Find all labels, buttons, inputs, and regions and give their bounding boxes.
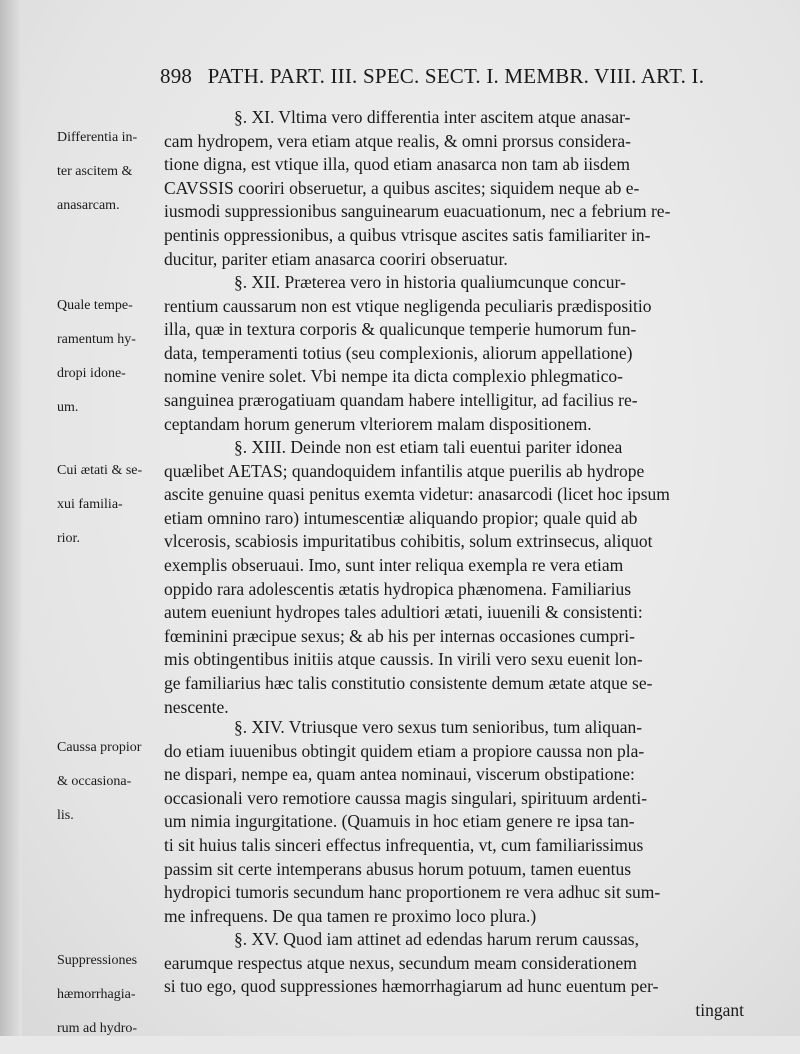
margin-note-differentia [57,112,159,231]
catchword: tingant [695,999,744,1020]
text-line: me infrequens. De qua tamen re proximo loco plura.) [164,905,537,926]
page-number: 898 [160,64,193,88]
margin-note-suppressiones [57,935,159,1054]
text-line: data, temperamenti totius (seu complexionis, aliorum appellatione) [164,342,633,363]
text-line: hydropici tumoris secundum hanc proportionem re vera adhuc sit sum- [164,882,661,903]
section-xiii [164,436,764,719]
margin-note-line: Quale tempe- [57,298,133,313]
text-line: ti sit huius talis sinceri effectus infrequentia, vt, cum familiarissimus [164,834,644,855]
text-line: pentinis oppressionibus, a quibus vtrisque ascites satis familiariter in- [164,224,651,245]
text-line: rentium caussarum non est vtique negligenda peculiaris prædispositio [164,295,652,316]
text-line: §. XIII. Deinde non est etiam tali euentui pariter idonea [234,437,623,457]
text-line: do etiam iuuenibus obtingit quidem etiam a propiore caussa non pla- [164,740,645,761]
margin-note-aetas [57,445,159,564]
text-line: occasionali vero remotiore caussa magis singulari, spirituum ardenti- [164,787,648,808]
section-xiv [164,716,764,928]
text-line: passim sit certe intemperans abusus horum potuum, tamen euentus [164,858,632,879]
text-line: illa, quæ in textura corporis & qualicunque temperie humorum fun- [164,319,637,340]
text-line: vlcerosis, scabiosis impuritatibus cohibitis, solum extrinsecus, aliquot [164,531,653,552]
text-line: ceptandam horum generum vlteriorem malam dispositionem. [164,413,592,434]
margin-note-line: anasarcam. [57,198,120,213]
margin-note-line: Cui ætati & se- [57,463,143,478]
margin-note-line: hæmorrhagia- [57,987,136,1002]
margin-note-line: dropi idone- [57,366,126,381]
text-line: CAVSSIS cooriri obseruetur, a quibus ascites; siquidem neque ab e- [164,177,640,198]
text-line: §. XI. Vltima vero differentia inter ascitem atque anasar- [234,107,631,127]
text-line: nescente. [164,696,229,717]
margin-note-line: rior. [57,531,80,546]
text-line: §. XII. Præterea vero in historia qualiumcunque concur- [234,272,626,292]
text-line: nomine venire solet. Vbi nempe ita dicta complexio phlegmatico- [164,366,623,387]
margin-note-line: xui familia- [57,497,123,512]
text-line: iusmodi suppressionibus sanguinearum euacuationum, nec a febrium re- [164,201,671,222]
text-line: ascite genuine quasi penitus exemta videtur: anasarcodi (licet hoc ipsum [164,484,670,505]
margin-note-line: lis. [57,808,74,823]
margin-note-line: Differentia in- [57,130,138,145]
margin-note-line: um. [57,400,79,415]
text-line: tione digna, est vtique illa, quod etiam anasarca non tam ab iisdem [164,154,631,175]
margin-note-line: Suppressiones [57,953,138,968]
text-line: autem eueniunt hydropes tales adultiori ætati, iuuenili & consistenti: [164,602,643,623]
text-line: oppido rara adolescentis ætatis hydropica phænomena. Familiarius [164,578,632,599]
text-line: sanguinea prærogatiuam quandam habere intelligitur, ad facilius re- [164,389,638,410]
section-xv [164,928,764,1022]
text-line: cam hydropem, vera etiam atque realis, & omni prorsus considera- [164,130,631,151]
margin-note-line: ter ascitem & [57,164,133,179]
text-line: ge familiarius hæc talis constitutio consistente demum ætate atque se- [164,672,653,693]
text-line: exemplis obseruaui. Imo, sunt inter reliqua exempla re vera etiam [164,554,624,575]
text-line: §. XV. Quod iam attinet ad edendas harum rerum caussas, [234,929,639,949]
section-xii [164,271,764,436]
text-line: ducitur, pariter etiam anasarca cooriri obseruatur. [164,248,508,269]
text-line: quælibet AETAS; quandoquidem infantilis atque puerilis ab hydrope [164,460,645,481]
text-line: fœminini præcipue sexus; & ab his per internas occasiones cumpri- [164,625,635,646]
section-xi [164,106,764,271]
margin-note-line: Caussa propior [57,740,142,755]
margin-note-caussa [57,722,159,841]
text-line: §. XIV. Vtriusque vero sexus tum senioribus, tum aliquan- [234,717,643,737]
text-line: ne dispari, nempe ea, quam antea nominaui, viscerum obstipatione: [164,764,635,785]
text-line: mis obtingentibus initiis atque caussis. In virili vero sexu euenit lon- [164,649,643,670]
margin-note-line: ramentum hy- [57,332,136,347]
margin-note-line: & occasiona- [57,774,132,789]
margin-note-temperamentum [57,280,159,433]
page-spine-shadow [0,0,22,1036]
running-title: PATH. PART. III. SPEC. SECT. I. MEMBR. VIII. ART. I. [207,64,705,88]
page-header [160,64,780,89]
text-line: earumque respectus atque nexus, secundum meam considerationem [164,952,637,973]
text-line: si tuo ego, quod suppressiones hæmorrhagiarum ad hunc euentum per- [164,976,659,997]
text-line: etiam omnino raro) intumescentiæ aliquando propior; quale quid ab [164,507,638,528]
text-line: um nimia ingurgitatione. (Quamuis in hoc etiam genere re ipsa tan- [164,811,635,832]
margin-note-line: rum ad hydro- [57,1021,138,1036]
